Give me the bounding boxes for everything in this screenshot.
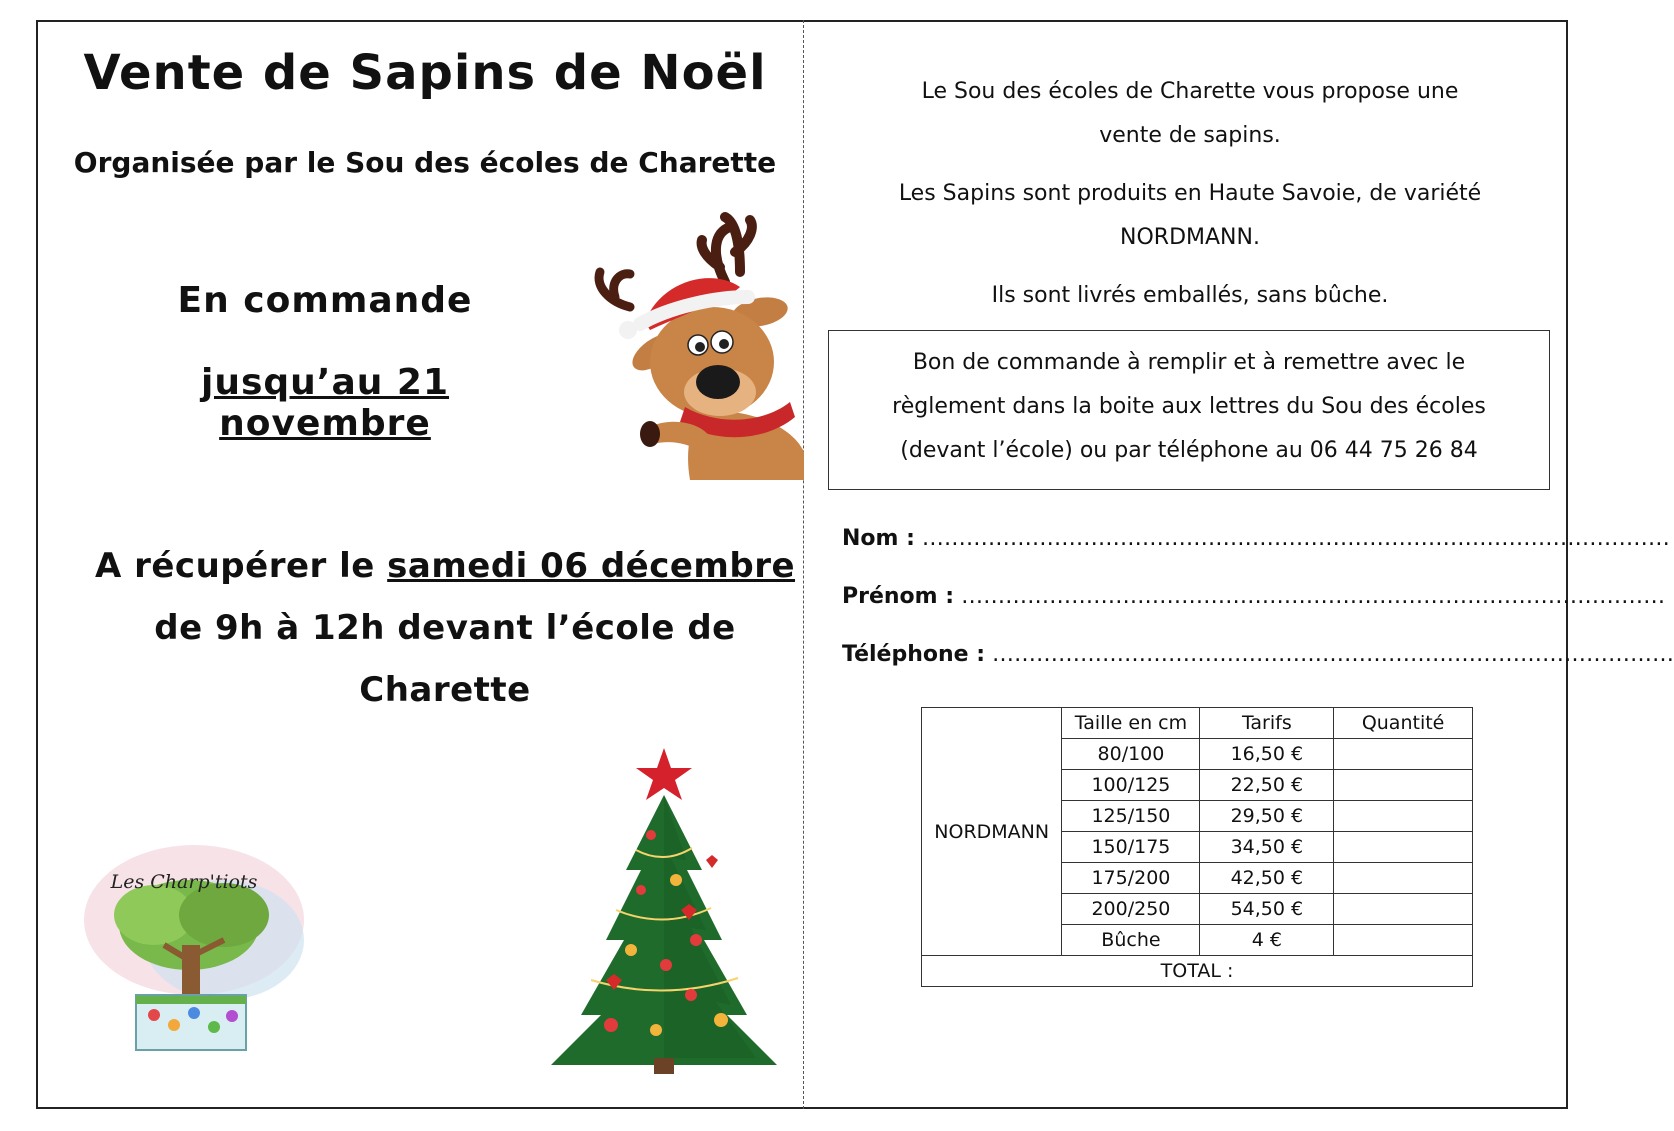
- pickup-line-3: Charette: [359, 670, 531, 710]
- firstname-field[interactable]: [842, 584, 1666, 609]
- quantity-cell[interactable]: [1334, 863, 1473, 894]
- phone-field-line[interactable]: …………………………………………………………………………………: [992, 642, 1674, 667]
- header-price: Tarifs: [1200, 708, 1334, 739]
- intro-line-1: Le Sou des écoles de Charette vous propose une: [921, 79, 1459, 104]
- quantity-cell[interactable]: [1334, 739, 1473, 770]
- phone-field[interactable]: [842, 642, 1674, 667]
- logo-text: Les Charp'tiots: [110, 871, 258, 893]
- size-cell: 200/250: [1062, 894, 1200, 925]
- phone-field-label: Téléphone :: [842, 642, 986, 667]
- intro-text: [830, 70, 1550, 332]
- quantity-cell[interactable]: [1334, 770, 1473, 801]
- price-cell: 22,50 €: [1200, 770, 1334, 801]
- order-instructions-line-3: (devant l’école) ou par téléphone au 06 44 75 26 84: [900, 438, 1478, 463]
- size-cell: 125/150: [1062, 801, 1200, 832]
- order-deadline-date: jusqu’au 21 novembre: [200, 362, 450, 444]
- size-cell: 100/125: [1062, 770, 1200, 801]
- price-cell: 34,50 €: [1200, 832, 1334, 863]
- quantity-cell[interactable]: [1334, 925, 1473, 956]
- price-cell: 54,50 €: [1200, 894, 1334, 925]
- intro-line-3: Les Sapins sont produits en Haute Savoie, de variété: [898, 181, 1482, 206]
- pickup-info: [60, 535, 830, 721]
- pickup-date: samedi 06 décembre: [387, 546, 796, 586]
- pickup-line-2: de 9h à 12h devant l’école de: [154, 608, 736, 648]
- header-size: Taille en cm: [1062, 708, 1200, 739]
- order-instructions-line-1: Bon de commande à remplir et à remettre avec le: [912, 350, 1466, 375]
- intro-line-4: NORDMANN.: [1120, 225, 1260, 250]
- order-deadline-label: En commande: [177, 280, 473, 321]
- charptiots-logo: [74, 830, 314, 1060]
- size-cell: Bûche: [1062, 925, 1200, 956]
- intro-paragraph-1: [830, 70, 1550, 158]
- header-quantity: Quantité: [1334, 708, 1473, 739]
- firstname-field-line[interactable]: ……………………………………………………………………………………: [961, 584, 1666, 609]
- table-header-row: [922, 708, 1473, 739]
- order-instructions-box: [828, 330, 1550, 490]
- christmas-tree-illustration: [546, 740, 782, 1080]
- total-cell[interactable]: TOTAL :: [922, 956, 1473, 987]
- quantity-cell[interactable]: [1334, 801, 1473, 832]
- flyer-title: Vente de Sapins de Noël: [83, 45, 767, 101]
- price-cell: 16,50 €: [1200, 739, 1334, 770]
- flyer-subtitle: Organisée par le Sou des écoles de Charette: [73, 146, 777, 179]
- pickup-line-1: [60, 535, 830, 597]
- intro-line-2: vente de sapins.: [1099, 123, 1281, 148]
- pickup-prefix: A récupérer le: [94, 546, 388, 586]
- size-cell: 175/200: [1062, 863, 1200, 894]
- order-instructions-line-2: règlement dans la boite aux lettres du Sou des écoles: [892, 394, 1486, 419]
- size-cell: 80/100: [1062, 739, 1200, 770]
- intro-line-5: Ils sont livrés emballés, sans bûche.: [991, 283, 1389, 308]
- price-cell: 4 €: [1200, 925, 1334, 956]
- size-cell: 150/175: [1062, 832, 1200, 863]
- variety-cell: NORDMANN: [922, 708, 1062, 956]
- price-table: [921, 707, 1473, 987]
- price-cell: 42,50 €: [1200, 863, 1334, 894]
- total-row: [922, 956, 1473, 987]
- intro-paragraph-3: [830, 274, 1550, 318]
- name-field-label: Nom :: [842, 526, 915, 551]
- name-field-line[interactable]: …………………………………………………………………………………………: [921, 526, 1670, 551]
- name-field[interactable]: [842, 526, 1670, 551]
- price-cell: 29,50 €: [1200, 801, 1334, 832]
- intro-paragraph-2: [830, 172, 1550, 260]
- quantity-cell[interactable]: [1334, 832, 1473, 863]
- quantity-cell[interactable]: [1334, 894, 1473, 925]
- firstname-field-label: Prénom :: [842, 584, 955, 609]
- reindeer-illustration: [590, 212, 804, 480]
